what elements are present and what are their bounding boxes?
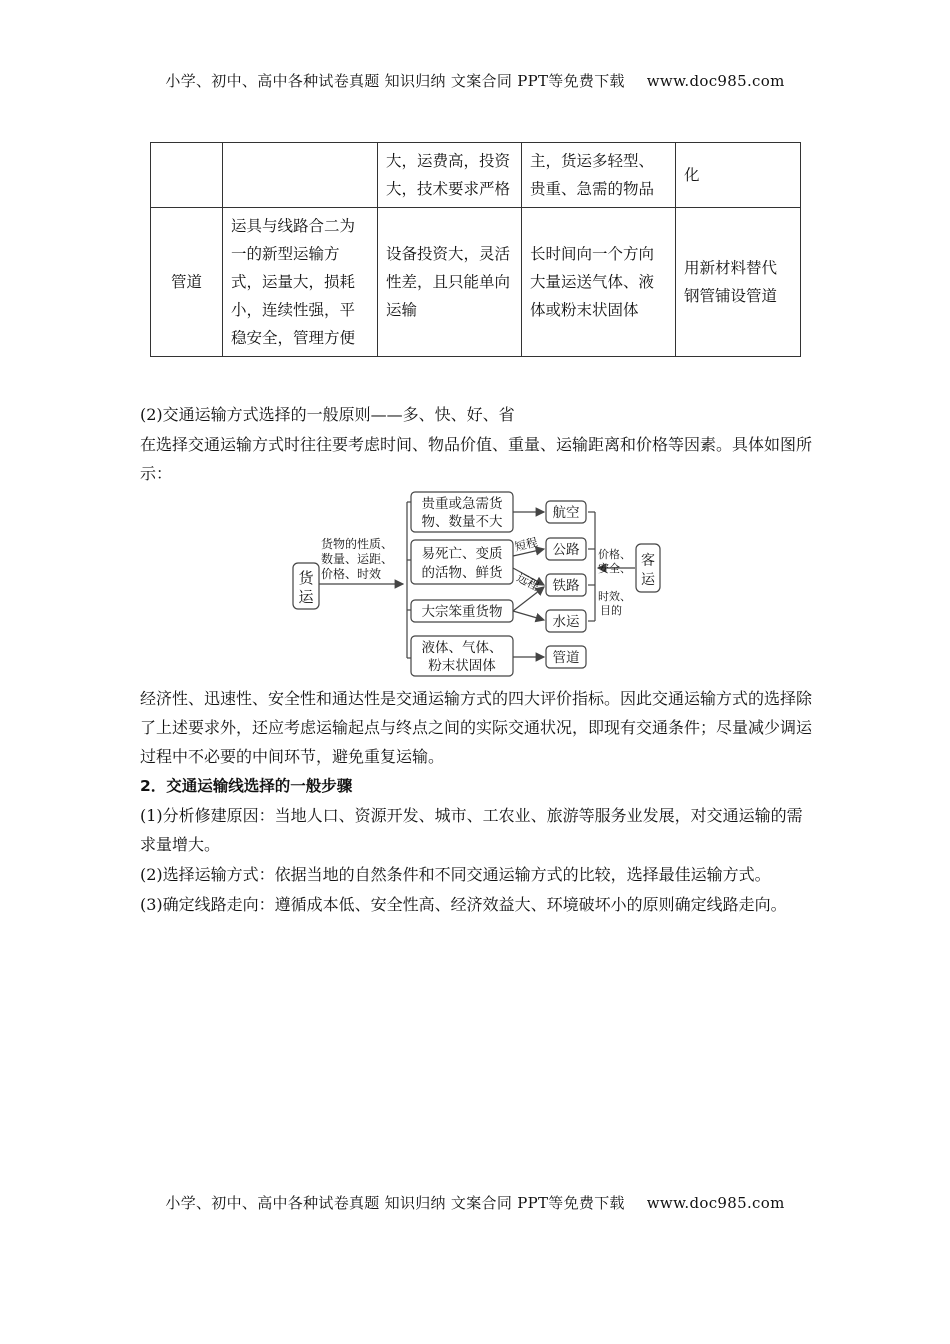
footer-site: www.doc985.com	[646, 1194, 785, 1212]
header-text: 小学、初中、高中各种试卷真题 知识归纳 文案合同 PPT等免费下载	[165, 72, 625, 90]
page-footer	[0, 1192, 950, 1213]
cargo-label: 的活物、鲜货	[421, 565, 503, 581]
long-label: 远程	[514, 570, 542, 594]
footer-text: 小学、初中、高中各种试卷真题 知识归纳 文案合同 PPT等免费下载	[165, 1194, 625, 1212]
mode-road: 公路	[552, 542, 580, 558]
evaluation-paragraph: 经济性、迅速性、安全性和通达性是交通运输方式的四大评价指标。因此交通运输方式的选择除了上述要求外，还应考虑运输起点与终点之间的实际交通状况，即现有交通条件；尽量减少调运过程中不必要的中间环节，避免重复运输。	[140, 689, 813, 766]
table-row	[151, 143, 801, 208]
freight-label: 运	[298, 588, 314, 606]
table-cell: 长时间向一个方向大量运送气体、液体或粉末状固体	[522, 208, 676, 357]
step-2: (2)选择运输方式：依据当地的自然条件和不同交通运输方式的比较，选择最佳运输方式。	[140, 865, 771, 884]
step-1: (1)分析修建原因：当地人口、资源开发、城市、工农业、旅游等服务业发展，对交通运输的需求量增大。	[140, 806, 803, 854]
freight-label: 货	[298, 569, 314, 587]
passenger-factor: 价格、	[598, 548, 631, 561]
table-row	[151, 208, 801, 357]
table-cell: 大，运费高，投资大，技术要求严格	[378, 143, 522, 208]
factor-label: 价格、时效	[321, 567, 382, 581]
transport-table	[150, 142, 801, 357]
passenger-label: 运	[641, 572, 655, 588]
passenger-factor: 安全、	[598, 562, 631, 575]
table-cell: 运具与线路合二为一的新型运输方式，运量大，损耗小，连续性强，平稳安全，管理方便	[223, 208, 378, 357]
mode-rail: 铁路	[552, 578, 580, 594]
mode-pipe: 管道	[552, 650, 580, 666]
passenger-label: 客	[641, 553, 655, 569]
step-3: (3)确定线路走向：遵循成本低、安全性高、经济效益大、环境破坏小的原则确定线路走向。	[140, 895, 787, 914]
principle-heading: (2)交通运输方式选择的一般原则——多、快、好、省	[140, 405, 515, 424]
cargo-label: 物、数量不大	[421, 514, 503, 530]
cargo-label: 粉末状固体	[428, 658, 496, 674]
page-header	[0, 70, 950, 91]
table-cell: 管道	[151, 208, 223, 357]
cargo-label: 易死亡、变质	[421, 546, 503, 562]
mode-water: 水运	[552, 614, 580, 630]
cargo-label: 大宗笨重货物	[421, 604, 503, 620]
section-heading: 2．交通运输线选择的一般步骤	[140, 777, 353, 795]
cargo-label: 液体、气体、	[421, 640, 503, 656]
table-cell	[151, 143, 223, 208]
header-site: www.doc985.com	[646, 72, 785, 90]
short-label: 短程	[513, 534, 540, 554]
transport-choice-diagram	[290, 488, 670, 678]
principle-intro: 在选择交通运输方式时往往要考虑时间、物品价值、重量、运输距离和价格等因素。具体如图所示：	[140, 435, 813, 483]
table-cell: 化	[676, 143, 801, 208]
factor-label: 数量、运距、	[321, 552, 394, 566]
table-cell: 设备投资大，灵活性差，且只能单向运输	[378, 208, 522, 357]
passenger-factor: 目的	[600, 604, 622, 617]
factor-label: 货物的性质、	[321, 537, 394, 551]
table-cell: 主，货运多轻型、贵重、急需的物品	[522, 143, 676, 208]
cargo-label: 贵重或急需货	[421, 496, 503, 512]
table-cell: 用新材料替代钢管铺设管道	[676, 208, 801, 357]
passenger-factor: 时效、	[598, 590, 631, 603]
mode-air: 航空	[552, 505, 580, 521]
table-cell	[223, 143, 378, 208]
